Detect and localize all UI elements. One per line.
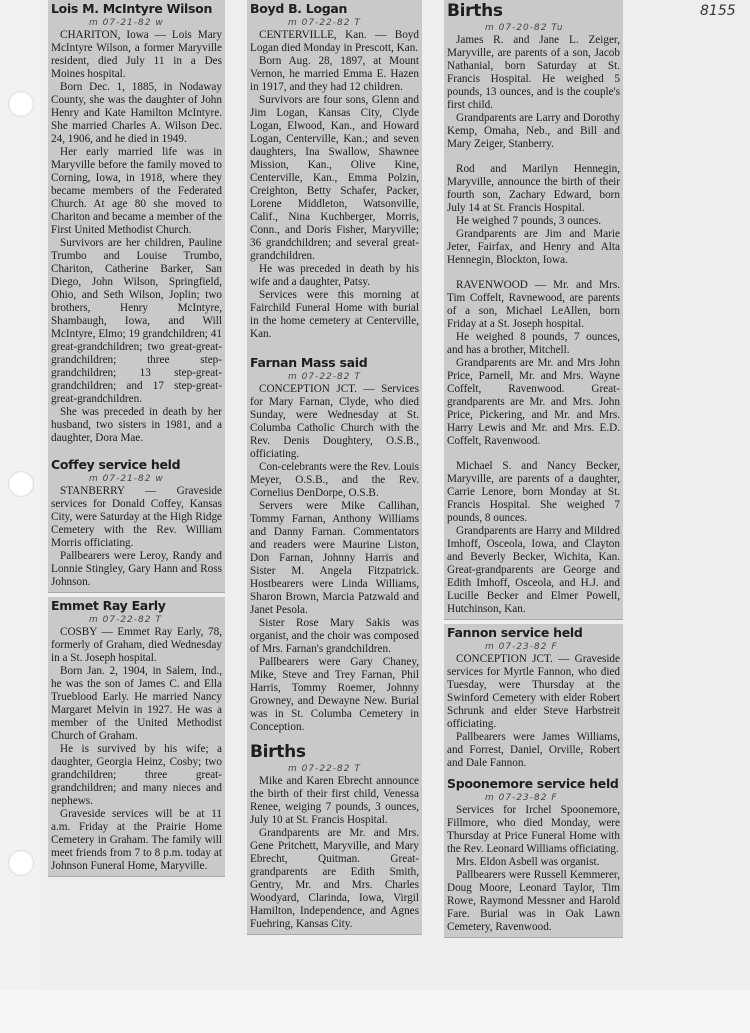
article-paragraph: Grandparents are Harry and Mildred Imhoff, Osceola, Iowa, and Clayton and Beverly Becker, Wichita, Kan. Great-grandparents are George and Edith Imhoff, Osceola, and H.J. and Lucille Becker and Elmer Powell, Hutchinson, Kan. bbox=[447, 525, 620, 615]
handwritten-date-note: m 07-21-82 w bbox=[89, 474, 164, 484]
article-paragraph: Survivors are four sons, Glenn and Jim Logan, Kansas City, Clyde Logan, Elwood, Kan., and Howard Logan, Centerville, Kan.; and seven daughters, Ina Swallow, Shawnee Mission, Kan., Olive Kine, Centerville, Kan., Emma Polzin, Creighton, Betty Schafer, Packer, Lorene Middleton, Watsonville, Calif., Nina Kuchberger, Morris, Conn., and Doris Fisher, Maryville; 36 grandchildren; and several great-grandchildren. bbox=[250, 94, 419, 262]
announcement bbox=[51, 485, 222, 589]
clipping-strip bbox=[48, 597, 225, 877]
article-paragraph: He was preceded in death by his wife and a daughter, Patsy. bbox=[250, 263, 419, 288]
clipping-strip bbox=[444, 624, 623, 938]
article-paragraph: CHARITON, Iowa — Lois Mary McIntyre Wilson, a former Maryville resident, died July 11 in a Des Moines hospital. bbox=[51, 29, 222, 80]
article-paragraph: CONCEPTION JCT. — Services for Mary Farnan, Clyde, who died Sunday, were Wednesday at St. Columba Catholic Church with the Rev. Denis Doughtery, O.S.B., officiating. bbox=[250, 383, 419, 460]
announcement bbox=[250, 775, 419, 931]
article-headline: Lois M. McIntyre Wilson bbox=[51, 1, 213, 16]
announcement bbox=[447, 279, 620, 448]
article bbox=[447, 776, 620, 934]
article-headline: Farnan Mass said bbox=[250, 355, 368, 370]
article-paragraph: Pallbearers were Gary Chaney, Mike, Steve and Trey Farnan, Phil Harris, Tommy Roemer, Johnny Growney, and Dewayne New. Burial was in St. Columba Cemetery in Conception. bbox=[250, 656, 419, 733]
article-headline: Boyd B. Logan bbox=[250, 1, 348, 16]
article bbox=[447, 625, 620, 770]
article bbox=[51, 457, 222, 589]
article-paragraph: Pallbearers were Russell Kemmerer, Doug Moore, Leonard Taylor, Tim Rowe, Raymond Messner and Harold Fare. Burial was in Oak Lawn Cemetery, Ravenwood. bbox=[447, 869, 620, 933]
page-number: 8155 bbox=[700, 3, 736, 19]
announcement bbox=[447, 804, 620, 934]
article-paragraph: He weighed 7 pounds, 3 ounces. bbox=[456, 215, 602, 227]
article-paragraph: Survivors are her children, Pauline Trumbo and Louise Trumbo, Chariton, Catherine Barker, San Diego, John Wilson, Springfield, Ohio, and Seth Wilson, Joplin; two brothers, Henry McIntyre, Shambaugh, Iowa, and Will McIntyre, Elmo; 19 grandchildren; 41 great-grandchildren; two great-great-grandchildren; three step-grandchildren; 13 step-great-grandchildren; and 17 step-great-great-grandchildren. bbox=[51, 237, 222, 405]
article-paragraph: CONCEPTION JCT. — Graveside services for Myrtle Fannon, who died Tuesday, were Thursday at the Swinford Cemetery with elder Robert Schrunk and elder Steve Harbstreit officiating. bbox=[447, 653, 620, 730]
article-headline: Coffey service held bbox=[51, 457, 181, 472]
article-paragraph: Grandparents are Mr. and Mrs John Price, Parnell, Mr. and Mrs. Wayne Coffelt, Ravenwood. Great-grandparents are Mr. and Mrs. John Price, Pickering, and Mr. and Mrs. Harry Lewis and Mr. and Mrs. E.D. Coffelt, Ravenwood. bbox=[447, 357, 620, 447]
announcement bbox=[447, 653, 620, 770]
handwritten-date-note: m 07-23-82 F bbox=[485, 793, 558, 803]
handwritten-date-note: m 07-22-82 T bbox=[89, 615, 162, 625]
announcement bbox=[447, 34, 620, 151]
handwritten-date-note: m 07-21-82 w bbox=[89, 18, 164, 28]
handwritten-date-note: m 07-23-82 F bbox=[485, 642, 558, 652]
article-paragraph: Servers were Mike Callihan, Tommy Farnan, Anthony Williams and Danny Farnan. Commentators and readers were Maurine Liston, Don Farnan, Johnny Harris and Sister M. Angela Fitzpatrick. Hostbearers were Linda Williams, Sharon Brown, Marcia Patzwald and Janet Pesola. bbox=[250, 500, 419, 616]
column-left bbox=[48, 0, 225, 877]
handwritten-date-note: m 07-22-82 T bbox=[288, 372, 361, 382]
article-paragraph: Pallbearers were James Williams, and Forrest, Daniel, Orville, Robert and Dale Fannon. bbox=[447, 731, 620, 769]
article bbox=[51, 1, 222, 445]
article-paragraph: Sister Rose Mary Sakis was organist, and the choir was composed of Mrs. Farnan's grandchildren. bbox=[250, 617, 419, 655]
article-paragraph: James R. and Jane L. Zeiger, Maryville, are parents of a son, Jacob Nathanial, born Saturday at St. Francis Hospital. He weighed 5 pounds, 13 ounces, and is the couple's first child. bbox=[447, 34, 620, 111]
article bbox=[250, 1, 419, 341]
article-paragraph: Graveside services will be at 11 a.m. Friday at the Prairie Home Cemetery in Graham. The family will meet friends from 7 to 8 p.m. today at Johnson Funeral Home, Maryville. bbox=[51, 808, 222, 872]
announcement bbox=[51, 29, 222, 445]
handwritten-date-note: m 07-22-82 T bbox=[288, 764, 361, 774]
article-paragraph: Mike and Karen Ebrecht announce the birth of their first child, Venessa Renee, weiging 7 pounds, 3 ounces, July 10 at St. Francis Hospital. bbox=[250, 775, 419, 826]
article-paragraph: Services were this morning at Fairchild Funeral Home with burial in the home cemetery at Centerville, Kan. bbox=[250, 289, 419, 340]
article bbox=[51, 598, 222, 873]
article-paragraph: STANBERRY — Graveside services for Donald Coffey, Kansas City, were Saturday at the High Ridge Cemetery with the Rev. William Morris officiating. bbox=[51, 485, 222, 549]
article bbox=[447, 1, 620, 616]
article-headline: Fannon service held bbox=[447, 625, 583, 640]
article-paragraph: Services for Irchel Spoonemore, Fillmore, who died Monday, were Thursday at Price Funeral Home with the Rev. Leonard Williams officiating. bbox=[447, 804, 620, 855]
announcement bbox=[51, 626, 222, 873]
article-paragraph: She was preceded in death by her husband, two sisters in 1981, and a daughter, Dora Mae. bbox=[51, 406, 222, 444]
clipping-strip bbox=[247, 0, 422, 935]
article-paragraph: COSBY — Emmet Ray Early, 78, formerly of Graham, died Wednesday in a St. Joseph hospital. bbox=[51, 626, 222, 664]
article-paragraph: Born Dec. 1, 1885, in Nodaway County, she was the daughter of John Henry and Kate Hamilton McIntyre. She married Charles A. Wilson Dec. 24, 1906, and he died in 1949. bbox=[51, 81, 222, 145]
punch-hole bbox=[8, 850, 34, 876]
handwritten-date-note: m 07-20-82 Tu bbox=[485, 23, 564, 33]
article-paragraph: RAVENWOOD — Mr. and Mrs. Tim Coffelt, Ravnewood, are parents of a son, Michael LeAllen, born Friday at a St. Joseph hospital. bbox=[447, 279, 620, 330]
punch-hole bbox=[8, 471, 34, 497]
column-middle bbox=[247, 0, 422, 935]
article-paragraph: Born Jan. 2, 1904, in Salem, Ind., he was the son of James C. and Ella Trueblood Early. He married Nancy Margaret Melvin in 1927. He was a member of the United Methodist Church of Graham. bbox=[51, 665, 222, 742]
article-paragraph: Rod and Marilyn Hennegin, Maryville, announce the birth of their fourth son, Zachary Edward, born July 14 at St. Francis Hospital. bbox=[447, 163, 620, 214]
article bbox=[250, 742, 419, 931]
article-paragraph: Grandparents are Jim and Marie Jeter, Fairfax, and Henry and Alta Hennegin, Blockton, Iowa. bbox=[447, 228, 620, 266]
handwritten-date-note: m 07-22-82 T bbox=[288, 18, 361, 28]
punch-hole bbox=[8, 91, 34, 117]
article-paragraph: Pallbearers were Leroy, Randy and Lonnie Stingley, Gary Hann and Ross Johnson. bbox=[51, 550, 222, 588]
column-right bbox=[444, 0, 623, 938]
article-paragraph: Grandparents are Larry and Dorothy Kemp, Omaha, Neb., and Bill and Mary Zeiger, Stanberry. bbox=[447, 112, 620, 150]
article-paragraph: Con-celebrants were the Rev. Louis Meyer, O.S.B., and the Rev. Cornelius DenDorpe, O.S.B. bbox=[250, 461, 419, 499]
article-paragraph: He is survived by his wife; a daughter, Georgia Heinz, Cosby; two grandchildren; three great-grandchildren; and many nieces and nephews. bbox=[51, 743, 222, 807]
scanner-margin bbox=[0, 990, 750, 1033]
article-paragraph: Mrs. Eldon Asbell was organist. bbox=[456, 856, 600, 868]
article-headline: Births bbox=[250, 742, 306, 762]
announcement bbox=[447, 163, 620, 267]
article-paragraph: CENTERVILLE, Kan. — Boyd Logan died Monday in Prescott, Kan. bbox=[250, 29, 419, 54]
article-headline: Spoonemore service held bbox=[447, 776, 619, 791]
announcement bbox=[250, 383, 419, 734]
article-headline: Emmet Ray Early bbox=[51, 598, 166, 613]
article-paragraph: Michael S. and Nancy Becker, Maryville, are parents of a daughter, Carrie Lenore, born Monday at St. Francis Hospital. She weighed 7 pounds, 8 ounces. bbox=[447, 460, 620, 524]
announcement bbox=[447, 460, 620, 616]
article-paragraph: Her early married life was in Maryville before the family moved to Corning, Iowa, in 1918, where they became members of the Federated Church. At age 80 she moved to Chariton and became a member of the First United Methodist Church. bbox=[51, 146, 222, 236]
clipping-strip bbox=[444, 0, 623, 620]
article-paragraph: He weighed 8 pounds, 7 ounces, and has a brother, Mitchell. bbox=[447, 331, 620, 356]
article bbox=[250, 355, 419, 734]
article-paragraph: Grandparents are Mr. and Mrs. Gene Pritchett, Maryville, and Mary Ebrecht, Quitman. Great-grandparents are Edith Smith, Gentry, Mr. and Mrs. Charles Woodyard, Clarinda, Iowa, Virgil Hamilton, Independence, and Agnes Fuehring, Kansas City. bbox=[250, 827, 419, 930]
article-paragraph: Born Aug. 28, 1897, at Mount Vernon, he married Emma E. Hazen in 1917, and they had 12 children. bbox=[250, 55, 419, 93]
clipping-strip bbox=[48, 0, 225, 593]
announcement bbox=[250, 29, 419, 341]
article-headline: Births bbox=[447, 1, 503, 21]
